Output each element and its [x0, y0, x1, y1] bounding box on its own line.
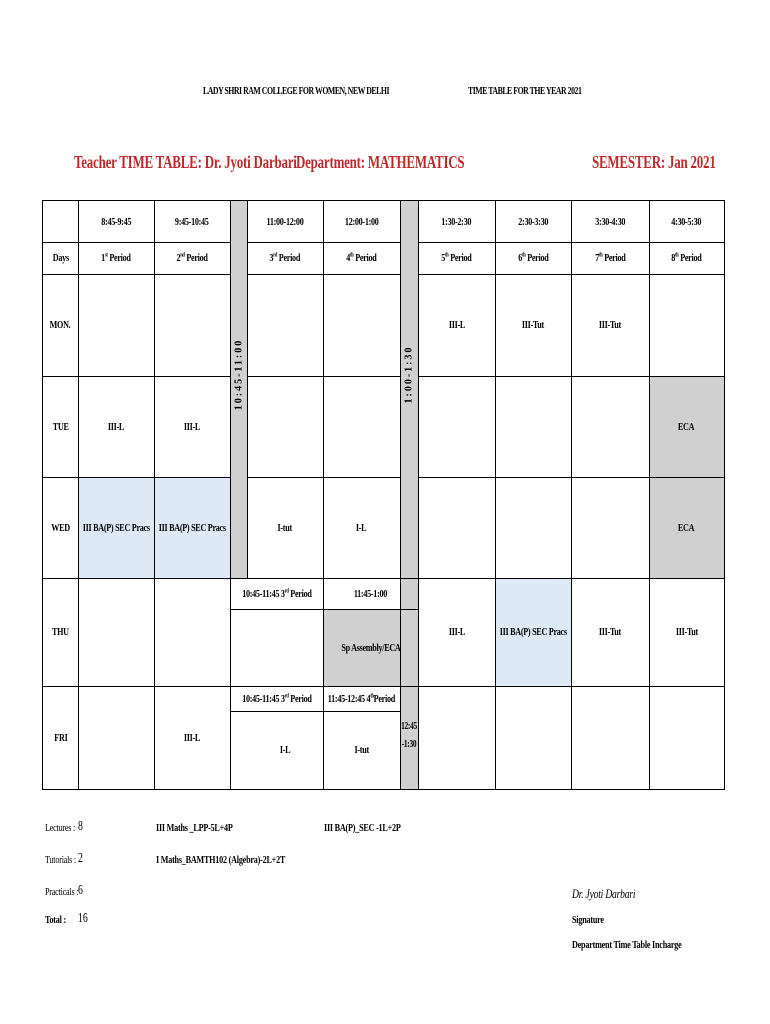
time-p7: 3:30-4:30: [595, 215, 625, 228]
wed-p3: I-tut: [277, 521, 293, 534]
time-p2: 9:45-10:45: [175, 215, 209, 228]
timetable-grid: [42, 200, 725, 790]
period-1: 1st Period: [101, 252, 131, 264]
semester-title: SEMESTER: Jan 2021: [592, 152, 716, 172]
wed-p8: ECA: [678, 521, 695, 534]
thu-p4: Sp Assembly/ECA: [340, 641, 401, 654]
time-p5: 1:30-2:30: [441, 215, 472, 228]
wed-p4: I-L: [356, 521, 367, 534]
department-title: Department: MATHEMATICS: [296, 152, 465, 172]
course-sec: III BA(P)_SEC -1L+2P: [324, 822, 401, 834]
timetable-year: TIME TABLE FOR THE YEAR 2021: [468, 86, 582, 97]
time-p1: 8:45-9:45: [101, 215, 131, 228]
tue-p1: III-L: [107, 420, 125, 433]
period-2: 2nd Period: [176, 252, 208, 264]
lectures-label: Lectures :: [45, 822, 76, 834]
signature-name: Dr. Jyoti Darbari: [572, 886, 636, 901]
time-p8: 4:30-5:30: [671, 215, 702, 228]
practicals-label: Practicals :: [45, 886, 79, 898]
day-tue: TUE: [52, 420, 69, 433]
day-wed: WED: [51, 521, 70, 534]
time-p4: 12:00-1:00: [344, 215, 379, 228]
time-p3: 11:00-12:00: [266, 215, 304, 228]
thu-sub-period-3: 10:45-11:45 3rd Period: [241, 587, 312, 600]
period-3: 3rd Period: [269, 252, 301, 264]
fri-p3: I-L: [279, 744, 291, 756]
day-fri: FRI: [53, 731, 68, 744]
timetable-incharge: Department Time Table Incharge: [572, 939, 682, 951]
total-count: 16: [78, 911, 88, 926]
fri-p4: I-tut: [354, 744, 369, 756]
mon-p5: III-L: [448, 319, 465, 331]
lunch-break-label: 1:00-1:30: [403, 345, 415, 404]
period-6: 6th Period: [517, 252, 549, 264]
fri-p2: III-L: [183, 731, 201, 744]
fri-sub-period-3: 10:45-11:45 3rd Period: [241, 692, 312, 705]
tue-p8: ECA: [678, 420, 695, 433]
days-header: Days: [52, 252, 69, 264]
thu-p7: III-Tut: [598, 626, 622, 638]
teacher-title: Teacher TIME TABLE: Dr. Jyoti Darbari: [74, 152, 297, 172]
wed-p1: III BA(P) SEC Pracs: [82, 521, 150, 534]
day-mon: MON.: [50, 319, 71, 331]
period-5: 5th Period: [441, 252, 472, 264]
tutorials-count: 2: [78, 851, 83, 866]
thu-p5: III-L: [448, 626, 465, 638]
morning-break-label: 10:45-11:00: [233, 338, 245, 411]
signature-label: Signature: [572, 914, 604, 926]
total-label: Total :: [45, 914, 66, 926]
period-8: 8th Period: [671, 252, 702, 264]
mon-p6: III-Tut: [521, 319, 545, 331]
thu-p8: III-Tut: [675, 626, 698, 638]
day-thu: THU: [52, 626, 69, 638]
tue-p2: III-L: [183, 420, 201, 433]
period-4: 4th Period: [346, 252, 377, 264]
college-name: LADY SHRI RAM COLLEGE FOR WOMEN, NEW DELHI: [203, 86, 390, 97]
period-7: 7th Period: [594, 252, 626, 264]
lectures-count: 8: [78, 819, 83, 834]
thu-sub-period-4: 11:45-1:00: [353, 587, 388, 600]
tutorials-label: Tutorials :: [45, 854, 76, 866]
fri-sub-period-4: 11:45-12:45 4thPeriod: [327, 692, 396, 705]
time-p6: 2:30-3:30: [518, 215, 548, 228]
fri-break-label: 12:45-1:30: [401, 721, 417, 750]
wed-p2: III BA(P) SEC Pracs: [158, 521, 226, 534]
course-algebra: I Maths_BAMTH102 (Algebra)-2L+2T: [156, 854, 286, 866]
mon-p7: III-Tut: [598, 319, 622, 331]
thu-p6: III BA(P) SEC Pracs: [499, 626, 567, 638]
course-lpp: III Maths _LPP-5L+4P: [156, 822, 233, 834]
practicals-count: 6: [78, 883, 83, 898]
